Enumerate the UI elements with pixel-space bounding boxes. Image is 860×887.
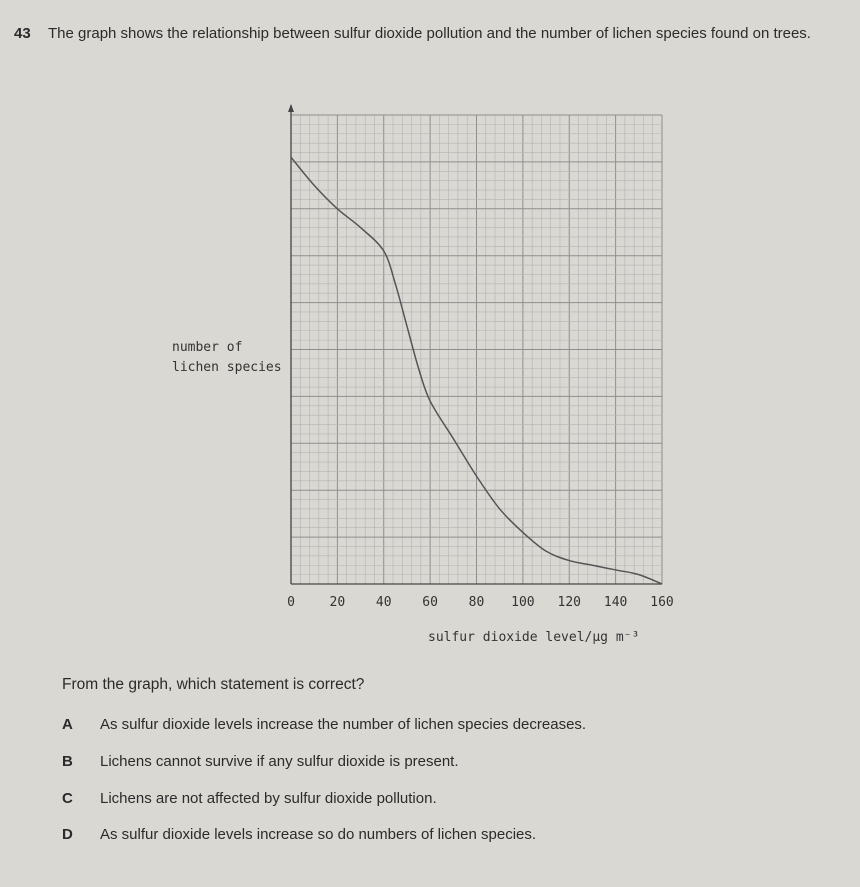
option-text: Lichens cannot survive if any sulfur dioxide is present. — [100, 753, 459, 770]
x-tick-label: 100 — [511, 595, 535, 610]
question-stem: From the graph, which statement is correct? — [62, 676, 365, 693]
option-letter: B — [62, 753, 73, 770]
y-axis-label-line-1: number of — [172, 340, 243, 355]
question-number: 43 — [14, 25, 31, 42]
option-letter: A — [62, 716, 73, 733]
y-axis-arrow-icon — [288, 104, 294, 112]
x-tick-label: 120 — [557, 595, 581, 610]
x-tick-label: 60 — [422, 595, 438, 610]
x-tick-label: 80 — [468, 595, 485, 610]
option-letter: D — [62, 826, 73, 843]
option-d[interactable] — [62, 826, 536, 843]
option-text: As sulfur dioxide levels increase the number of lichen species decreases. — [100, 716, 587, 733]
y-axis-label-line-2: lichen species — [172, 360, 282, 375]
x-tick-label: 0 — [287, 595, 295, 610]
x-tick-label: 40 — [375, 595, 392, 610]
x-tick-label: 160 — [650, 595, 674, 610]
question-text: The graph shows the relationship between sulfur dioxide pollution and the number of lichen species found on trees. — [48, 25, 811, 42]
x-axis-label: sulfur dioxide level/μg m⁻³ — [428, 630, 640, 645]
x-tick-label: 20 — [329, 595, 346, 610]
option-letter: C — [62, 790, 73, 807]
option-text: Lichens are not affected by sulfur dioxide pollution. — [100, 790, 437, 807]
option-text: As sulfur dioxide levels increase so do numbers of lichen species. — [100, 826, 537, 843]
option-a[interactable] — [62, 716, 586, 733]
option-b[interactable] — [62, 753, 459, 770]
y-axis-label — [172, 338, 282, 378]
x-tick-label: 140 — [603, 595, 628, 610]
option-c[interactable] — [62, 790, 437, 807]
